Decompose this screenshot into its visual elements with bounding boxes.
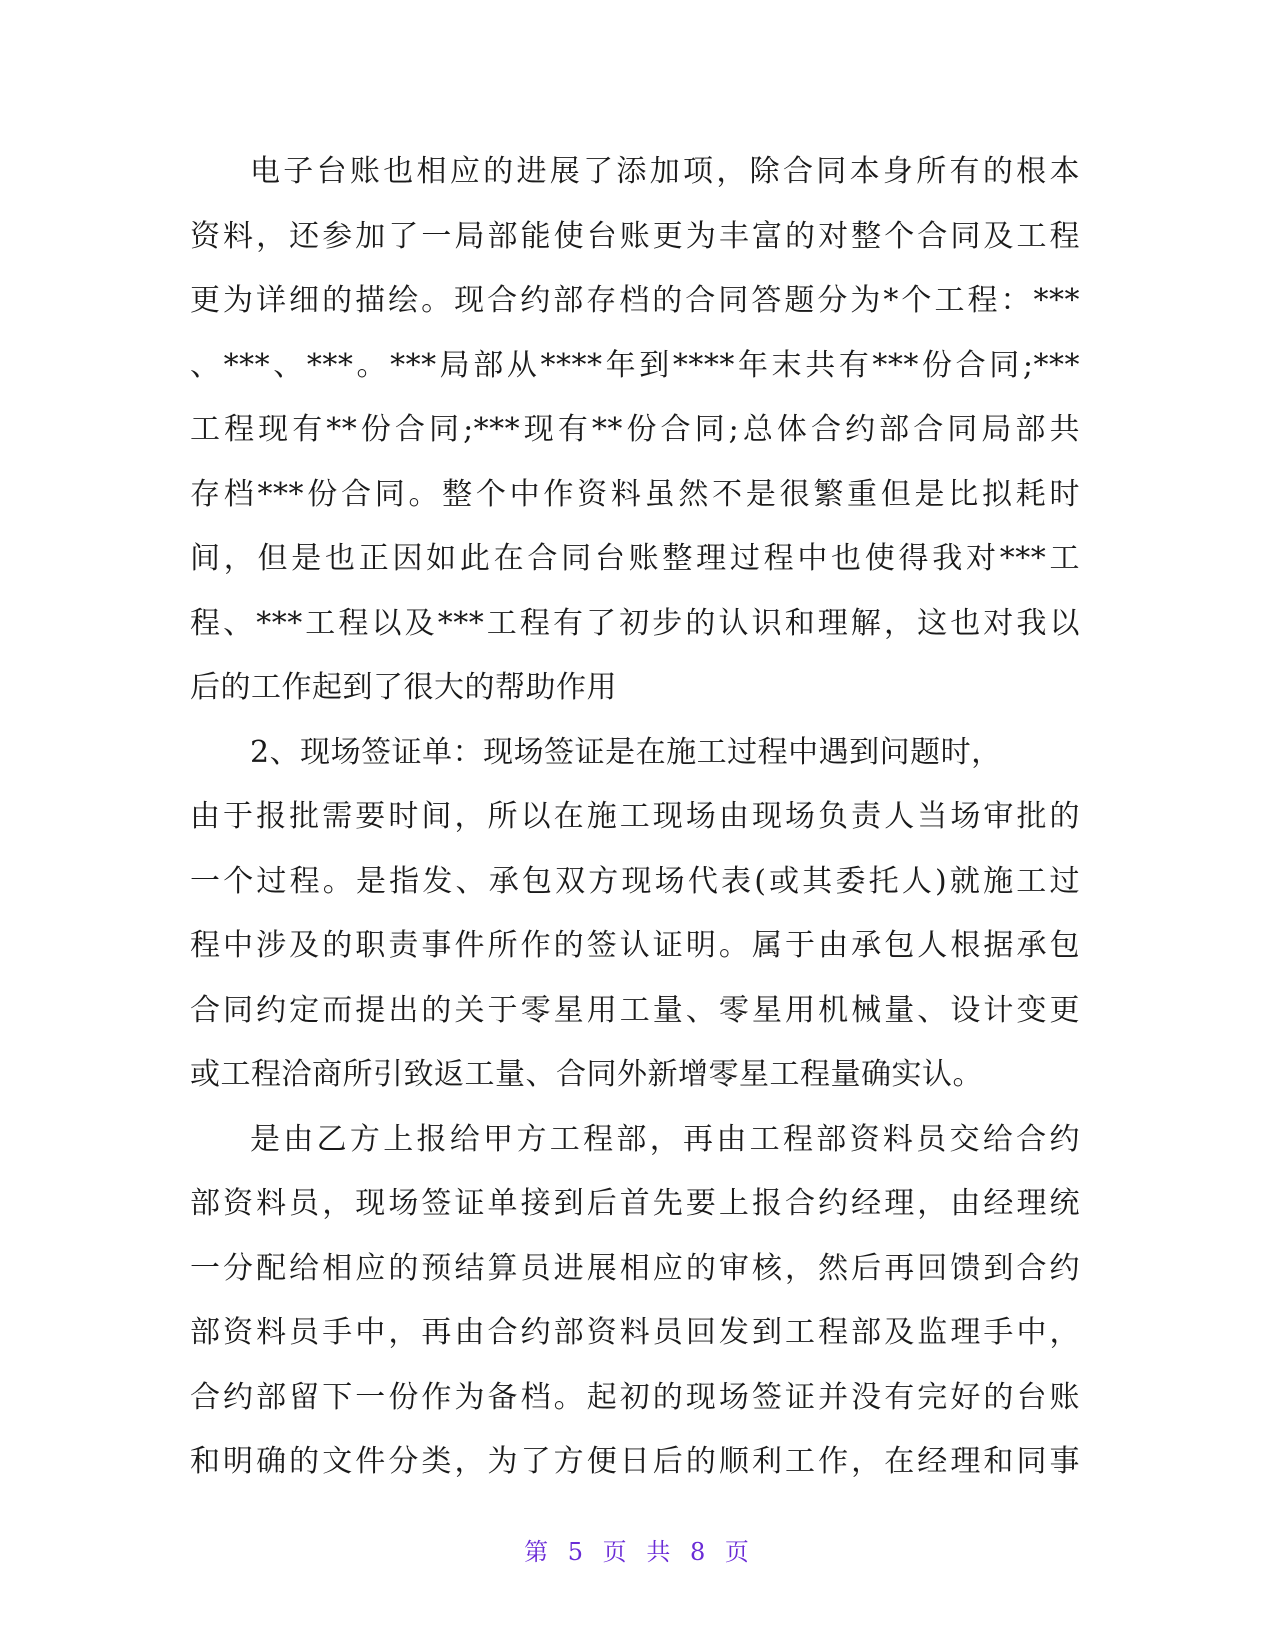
text-line: 更为详细的描绘。现合约部存档的合同答题分为*个工程：***	[190, 283, 1080, 318]
footer-prefix: 第	[524, 1538, 551, 1566]
text-line: 合同约定而提出的关于零星用工量、零星用机械量、设计变更	[190, 992, 1080, 1028]
text-line: 是由乙方上报给甲方工程部，再由工程部资料员交给合约	[250, 1121, 1080, 1157]
text-line: 部资料员手中，再由合约部资料员回发到工程部及监理手中，	[190, 1315, 1080, 1350]
footer-total-word: 共	[646, 1538, 673, 1566]
text-line: 程、***工程以及***工程有了初步的认识和理解，这也对我以	[190, 605, 1080, 641]
total-page-number: 8	[689, 1538, 708, 1566]
text-line: 后的工作起到了很大的帮助作用	[190, 670, 617, 705]
text-line: 程中涉及的职责事件所作的签认证明。属于由承包人根据承包	[190, 928, 1080, 963]
text-line: 一个过程。是指发、承包双方现场代表(或其委托人)就施工过	[190, 863, 1080, 899]
text-line: 、***、***。***局部从****年到****年末共有***份合同;***	[190, 347, 1080, 383]
footer-page-word: 页	[602, 1538, 629, 1566]
text-line: 2、现场签证单：现场签证是在施工过程中遇到问题时，	[250, 734, 1002, 770]
text-line: 由于报批需要时间，所以在施工现场由现场负责人当场审批的	[190, 799, 1080, 834]
text-line: 资料，还参加了一局部能使台账更为丰富的对整个合同及工程	[190, 218, 1080, 254]
text-line: 工程现有**份合同;***现有**份合同;总体合约部合同局部共	[190, 412, 1080, 447]
footer-suffix: 页	[724, 1538, 751, 1566]
text-line: 部资料员，现场签证单接到后首先要上报合约经理，由经理统	[190, 1186, 1080, 1221]
text-line: 和明确的文件分类，为了方便日后的顺利工作，在经理和同事	[190, 1444, 1080, 1479]
document-body	[190, 140, 1080, 1495]
current-page-number: 5	[567, 1538, 586, 1566]
text-line: 一分配给相应的预结算员进展相应的审核，然后再回馈到合约	[190, 1250, 1080, 1286]
page-number-footer	[0, 1532, 1275, 1567]
text-line: 存档***份合同。整个中作资料虽然不是很繁重但是比拟耗时	[190, 476, 1080, 512]
text-line: 或工程洽商所引致返工量、合同外新增零星工程量确实认。	[190, 1057, 983, 1092]
text-line: 间，但是也正因如此在合同台账整理过程中也使得我对***工	[190, 541, 1080, 576]
text-line: 电子台账也相应的进展了添加项，除合同本身所有的根本	[250, 154, 1080, 189]
text-line: 合约部留下一份作为备档。起初的现场签证并没有完好的台账	[190, 1379, 1080, 1415]
